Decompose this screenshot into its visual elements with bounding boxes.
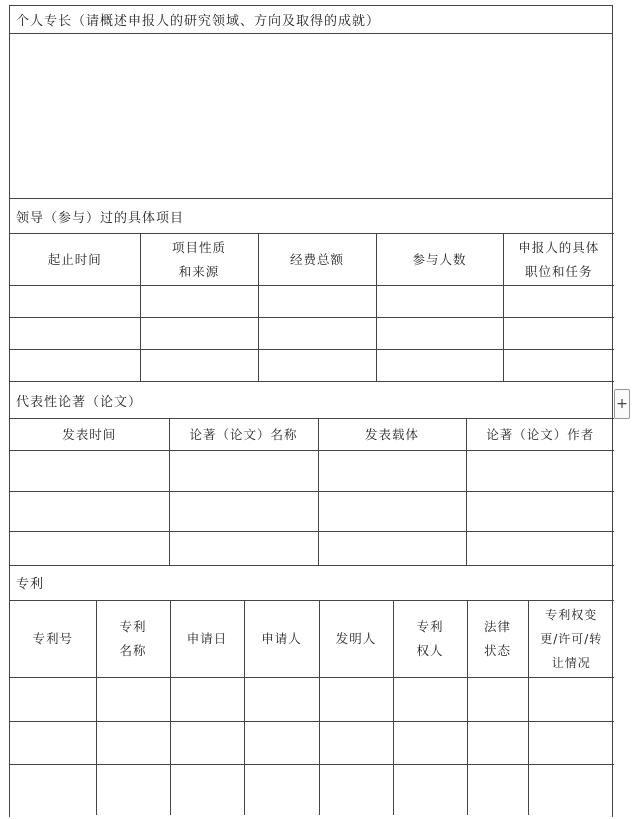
papers-cell[interactable] xyxy=(169,451,318,492)
table-row xyxy=(10,722,614,765)
table-row xyxy=(10,451,614,492)
projects-cell[interactable] xyxy=(376,318,503,350)
patents-cell[interactable] xyxy=(528,678,614,722)
papers-cell[interactable] xyxy=(318,492,466,532)
projects-cell[interactable] xyxy=(376,286,503,318)
papers-header-cell: 论著（论文）名称 xyxy=(169,419,318,451)
projects-table xyxy=(10,233,614,382)
patents-cell[interactable] xyxy=(96,678,170,722)
papers-cell[interactable] xyxy=(466,451,614,492)
patents-cell[interactable] xyxy=(467,678,528,722)
projects-header-cell: 起止时间 xyxy=(10,234,140,286)
projects-cell[interactable] xyxy=(258,286,376,318)
patents-cell[interactable] xyxy=(96,765,170,815)
projects-cell[interactable] xyxy=(503,286,614,318)
specialty-section-title: 个人专长（请概述申报人的研究领域、方向及取得的成就） xyxy=(16,14,381,29)
projects-cell[interactable] xyxy=(10,350,140,382)
patents-header-cell: 专利权变 更/许可/转 让情况 xyxy=(528,601,614,678)
patents-cell[interactable] xyxy=(10,722,96,765)
table-row xyxy=(10,532,614,566)
projects-header-cell: 项目性质 和来源 xyxy=(140,234,258,286)
papers-cell[interactable] xyxy=(169,492,318,532)
patents-cell[interactable] xyxy=(393,722,467,765)
projects-header-cell: 参与人数 xyxy=(376,234,503,286)
patents-header-cell: 专利 权人 xyxy=(393,601,467,678)
table-row xyxy=(10,492,614,532)
patents-cell[interactable] xyxy=(170,678,244,722)
patents-header-cell: 法律 状态 xyxy=(467,601,528,678)
patents-cell[interactable] xyxy=(528,722,614,765)
papers-cell[interactable] xyxy=(10,532,169,566)
patents-cell[interactable] xyxy=(467,765,528,815)
papers-header-cell: 发表载体 xyxy=(318,419,466,451)
table-row xyxy=(10,318,614,350)
projects-section-title: 领导（参与）过的具体项目 xyxy=(16,210,185,226)
patents-header-cell: 申请人 xyxy=(244,601,319,678)
projects-cell[interactable] xyxy=(140,318,258,350)
patents-cell[interactable] xyxy=(393,765,467,815)
patents-cell[interactable] xyxy=(244,765,319,815)
papers-header-cell: 论著（论文）作者 xyxy=(466,419,614,451)
patents-cell[interactable] xyxy=(467,722,528,765)
patents-cell[interactable] xyxy=(10,678,96,722)
patents-cell[interactable] xyxy=(393,678,467,722)
projects-header-cell: 申报人的具体 职位和任务 xyxy=(503,234,614,286)
add-row-button[interactable]: + xyxy=(614,389,630,419)
projects-cell[interactable] xyxy=(503,350,614,382)
papers-cell[interactable] xyxy=(466,492,614,532)
patents-cell[interactable] xyxy=(96,722,170,765)
table-row xyxy=(10,765,614,815)
papers-header-cell: 发表时间 xyxy=(10,419,169,451)
patents-header-cell: 申请日 xyxy=(170,601,244,678)
papers-cell[interactable] xyxy=(318,451,466,492)
papers-cell[interactable] xyxy=(10,451,169,492)
papers-table xyxy=(10,418,614,566)
patents-cell[interactable] xyxy=(244,722,319,765)
patents-section-title: 专利 xyxy=(16,577,45,592)
patents-header-cell: 专利号 xyxy=(10,601,96,678)
papers-cell[interactable] xyxy=(466,532,614,566)
projects-cell[interactable] xyxy=(140,286,258,318)
projects-cell[interactable] xyxy=(10,286,140,318)
patents-cell[interactable] xyxy=(319,678,393,722)
application-form xyxy=(9,5,613,817)
papers-cell[interactable] xyxy=(169,532,318,566)
patents-cell[interactable] xyxy=(170,722,244,765)
patents-table xyxy=(10,600,614,815)
specialty-text-area[interactable] xyxy=(10,34,612,198)
papers-section-title: 代表性论著（论文） xyxy=(16,394,143,410)
patents-cell[interactable] xyxy=(170,765,244,815)
papers-cell[interactable] xyxy=(10,492,169,532)
patents-cell[interactable] xyxy=(10,765,96,815)
patents-cell[interactable] xyxy=(528,765,614,815)
patents-cell[interactable] xyxy=(319,722,393,765)
projects-cell[interactable] xyxy=(258,350,376,382)
patents-header-cell: 发明人 xyxy=(319,601,393,678)
papers-cell[interactable] xyxy=(318,532,466,566)
projects-header-cell: 经费总额 xyxy=(258,234,376,286)
projects-cell[interactable] xyxy=(376,350,503,382)
patents-header-cell: 专利 名称 xyxy=(96,601,170,678)
patents-cell[interactable] xyxy=(319,765,393,815)
patents-cell[interactable] xyxy=(244,678,319,722)
projects-cell[interactable] xyxy=(10,318,140,350)
projects-cell[interactable] xyxy=(140,350,258,382)
table-row xyxy=(10,350,614,382)
projects-cell[interactable] xyxy=(258,318,376,350)
table-row xyxy=(10,678,614,722)
projects-cell[interactable] xyxy=(503,318,614,350)
table-row xyxy=(10,286,614,318)
